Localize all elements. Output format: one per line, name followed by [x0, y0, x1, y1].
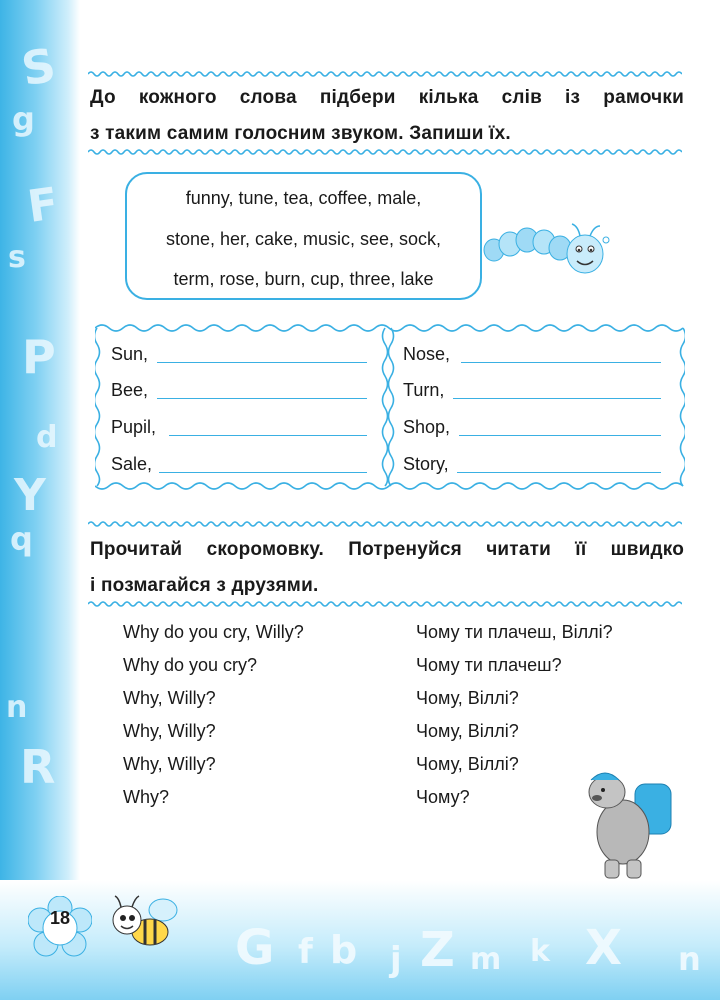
answer-blank[interactable]: [157, 398, 367, 399]
decor-letter-z-bottom: Z: [420, 922, 455, 978]
answer-blank[interactable]: [453, 398, 661, 399]
decor-letter-s-small: s: [8, 240, 26, 275]
task2-instruction: [90, 532, 684, 604]
decor-letter-f: F: [24, 178, 62, 233]
twister-english-line: Why, Willy?: [123, 754, 216, 774]
twister-ukrainian-line: Чому, Віллі?: [416, 688, 519, 708]
answer-blank[interactable]: [169, 435, 367, 436]
decor-letter-y: Y: [14, 470, 46, 521]
decor-letter-r: R: [20, 740, 56, 794]
answer-blank[interactable]: [159, 472, 367, 473]
twister-ukrainian-line: Чому, Віллі?: [416, 721, 519, 741]
decor-letter-g: g: [12, 100, 35, 138]
decor-letter-b-bottom: b: [330, 928, 358, 972]
table-label: Turn,: [403, 380, 445, 400]
answer-blank[interactable]: [461, 362, 661, 363]
word-box-line: term, rose, burn, cup, three, lake: [173, 269, 434, 289]
wavy-divider-task1: [88, 148, 682, 156]
decor-letter-s: S: [17, 37, 60, 97]
answer-blank[interactable]: [457, 472, 661, 473]
twister-english-line: Why?: [123, 787, 170, 807]
table-label: Nose,: [403, 344, 451, 364]
table-label: Bee,: [111, 380, 149, 400]
answer-blank[interactable]: [157, 362, 367, 363]
answer-blank[interactable]: [459, 435, 661, 436]
wavy-divider-task2: [88, 600, 682, 608]
decor-letter-p: P: [22, 330, 56, 384]
twister-ukrainian-line: Чому ти плачеш, Віллі?: [416, 622, 613, 642]
twister-ukrainian-line: Чому, Віллі?: [416, 754, 519, 774]
task2-line1: Прочитай скоромовку. Потренуйся читати її швидко: [90, 539, 684, 560]
twister-english-line: Why, Willy?: [123, 688, 216, 708]
task1-line2: з таким самим голосним звуком. Запиши їх.: [90, 123, 511, 144]
word-box: [125, 172, 482, 300]
twister-ukrainian-line: Чому?: [416, 787, 470, 807]
table-label: Story,: [403, 454, 449, 474]
answer-table: [95, 322, 685, 492]
twister-english-line: Why do you cry?: [123, 655, 258, 675]
decor-letter-n-bottom: n: [678, 940, 701, 978]
table-label: Sun,: [111, 344, 149, 364]
decor-letter-j-bottom: j: [390, 940, 402, 980]
decor-letter-x-bottom: X: [585, 920, 623, 976]
table-label: Shop,: [403, 417, 451, 437]
twister-ukrainian-line: Чому ти плачеш?: [416, 655, 562, 675]
twister-english-line: Why do you cry, Willy?: [123, 622, 304, 642]
task1-line1: До кожного слова підбери кілька слів із рамочки: [90, 87, 684, 108]
decor-letter-g-bottom: G: [235, 920, 275, 976]
word-box-line: stone, her, cake, music, see, sock,: [165, 229, 442, 249]
word-box-line: funny, tune, tea, coffee, male,: [185, 188, 422, 208]
wavy-divider-top: [88, 70, 682, 78]
decor-letter-n: n: [6, 690, 28, 725]
page-number: 18: [49, 908, 71, 928]
wavy-divider-task2-top: [88, 520, 682, 528]
answer-table-border: [95, 322, 685, 492]
table-label: Pupil,: [111, 417, 157, 437]
decor-letter-d: d: [36, 420, 58, 455]
walrus-backpack-illustration: [575, 762, 685, 882]
bee-illustration: [105, 892, 185, 954]
twister-english-line: Why, Willy?: [123, 721, 216, 741]
decor-letter-k-bottom: k: [530, 934, 550, 969]
decor-letter-m-bottom: m: [470, 942, 502, 977]
task2-line2: і позмагайся з друзями.: [90, 575, 319, 596]
task1-instruction: [90, 80, 684, 152]
table-label: Sale,: [111, 454, 153, 474]
caterpillar-illustration: [482, 218, 620, 288]
decor-letter-f-bottom: f: [298, 932, 313, 972]
left-decorative-band: [0, 0, 80, 1000]
decor-letter-q: q: [10, 520, 33, 558]
